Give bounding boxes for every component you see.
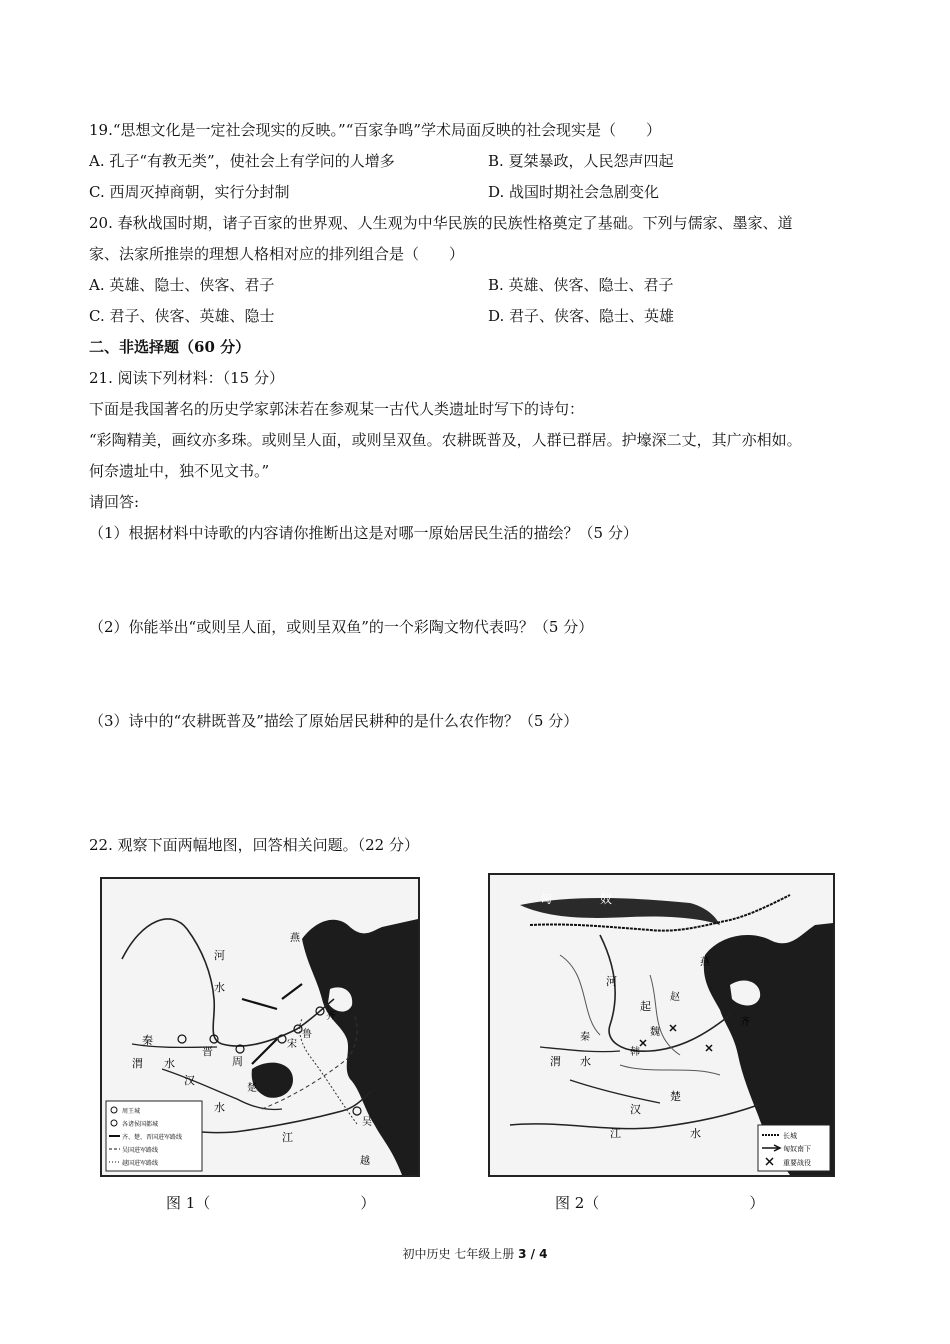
map2-caption: 图 2（ ） [555, 1194, 765, 1212]
label-wei-river: 渭 [550, 1055, 561, 1068]
q20-option-a: A. 英雄、隐士、侠客、君子 [89, 276, 275, 294]
label-shui-2: 水 [690, 1127, 701, 1140]
page-number: 3 / 4 [518, 1247, 548, 1261]
q20-option-c: C. 君子、侠客、英雄、隐士 [89, 307, 275, 325]
label-han: 汉 [184, 1074, 195, 1087]
map-figure-1 [100, 877, 420, 1177]
city-qin [178, 1035, 186, 1043]
q20-option-d: D. 君子、侠客、隐士、英雄 [488, 307, 675, 325]
map2-legend-item-1: 长城 [783, 1132, 797, 1140]
label-qin: 秦 [142, 1034, 153, 1047]
q21-poem-line2: 何奈遗址中，独不见文书。” [89, 462, 270, 480]
label-qi-river: 起 [640, 1000, 651, 1013]
map1-legend-item-3: 齐、楚、晋国进军路线 [122, 1134, 183, 1141]
battle-marker-1 [670, 1025, 676, 1031]
map1-legend-item-1: 周王城 [122, 1108, 141, 1115]
q19-option-d: D. 战国时期社会急剧变化 [488, 183, 660, 201]
map1-legend-item-5: 越国进军路线 [122, 1160, 159, 1167]
q20-stem-line2: 家、法家所推崇的理想人格相对应的排列组合是（ ） [89, 245, 465, 263]
footer-text: 初中历史 七年级上册 [402, 1247, 519, 1261]
battle-marker-3 [640, 1040, 646, 1046]
sea-area [302, 919, 418, 1175]
label-han-shui: 水 [214, 1101, 225, 1114]
q21-stem: 21. 阅读下列材料：（15 分） [89, 369, 284, 387]
label-qi: 齐 [326, 1011, 336, 1022]
q21-poem-line1: “彩陶精美，画纹亦多珠。或则呈人面，或则呈双鱼。农耕既普及，人群已群居。护壕深二丈，其广亦相如。 [89, 431, 802, 449]
label-yue: 越 [360, 1156, 370, 1167]
battle-marker-2 [706, 1045, 712, 1051]
label-he: 河 [214, 949, 225, 962]
map2-legend-item-3: 重要战役 [783, 1159, 811, 1167]
yellow-river [122, 919, 334, 1046]
label-chu: 楚 [247, 1083, 257, 1094]
page-footer [0, 1246, 950, 1262]
label-han-state: 韩 [630, 1047, 640, 1058]
q19-stem: 19.“思想文化是一定社会现实的反映。”“百家争鸣”学术局面反映的社会现实是（ ） [89, 121, 662, 139]
q21-sub1: （1）根据材料中诗歌的内容请你推断出这是对哪一原始居民生活的描绘？（5 分） [89, 524, 638, 542]
label-jiang: 江 [610, 1127, 621, 1140]
label-qi: 齐 [740, 1017, 750, 1028]
label-xiongnu-2: 奴 [600, 892, 613, 906]
label-zhou: 周 [232, 1055, 243, 1068]
map1-caption: 图 1（ ） [166, 1194, 376, 1212]
label-song: 宋 [287, 1039, 297, 1050]
wei-river [540, 1047, 620, 1052]
han-river [570, 1080, 660, 1103]
q21-sub3: （3）诗中的“农耕既普及”描绘了原始居民耕种的是什么农作物？（5 分） [89, 712, 579, 730]
label-yan: 燕 [700, 957, 710, 968]
q21-prompt: 请回答: [89, 493, 140, 511]
map1-legend-item-4: 吴国进军路线 [122, 1147, 159, 1154]
map-figure-2 [488, 873, 835, 1177]
q21-sub2: （2）你能举出“或则呈人面，或则呈双鱼”的一个彩陶文物代表吗？（5 分） [89, 618, 594, 636]
march-arrows [242, 984, 302, 1064]
label-yan: 燕 [290, 933, 300, 944]
label-qin: 秦 [580, 1032, 590, 1043]
q19-option-a: A. 孔子“有教无类”，使社会上有学问的人增多 [89, 152, 395, 170]
lake-region [252, 1063, 293, 1098]
label-wei-state: 魏 [650, 1027, 660, 1038]
label-shui: 水 [214, 981, 225, 994]
label-xiongnu-1: 匈 [540, 892, 553, 906]
label-jin: 晋 [202, 1045, 213, 1058]
q19-option-b: B. 夏桀暴政，人民怨声四起 [488, 152, 674, 170]
label-chu: 楚 [670, 1090, 681, 1103]
q20-stem-line1: 20. 春秋战国时期，诸子百家的世界观、人生观为中华民族的民族性格奠定了基础。下列与儒家、墨家、道 [89, 214, 793, 232]
section-title: 二、非选择题（60 分） [89, 338, 251, 356]
label-wei: 渭 [132, 1057, 143, 1070]
label-han: 汉 [630, 1103, 641, 1116]
label-lu: 鲁 [302, 1029, 312, 1040]
q21-intro: 下面是我国著名的历史学家郭沫若在参观某一古代人类遗址时写下的诗句： [89, 400, 585, 418]
label-he: 河 [606, 975, 617, 988]
label-shui: 水 [580, 1055, 591, 1068]
map2-legend-item-2: 匈奴南下 [783, 1145, 811, 1153]
q20-option-b: B. 英雄、侠客、隐士、君子 [488, 276, 674, 294]
map1-legend-item-2: 各诸侯国都城 [122, 1121, 159, 1128]
label-jiang: 江 [282, 1131, 293, 1144]
city-wu [353, 1107, 361, 1115]
q19-option-c: C. 西周灭掉商朝，实行分封制 [89, 183, 290, 201]
label-zhao: 赵 [670, 992, 680, 1003]
label-wei-shui: 水 [164, 1057, 175, 1070]
label-wu: 吴 [362, 1117, 372, 1128]
q22-stem: 22. 观察下面两幅地图，回答相关问题。（22 分） [89, 836, 419, 854]
